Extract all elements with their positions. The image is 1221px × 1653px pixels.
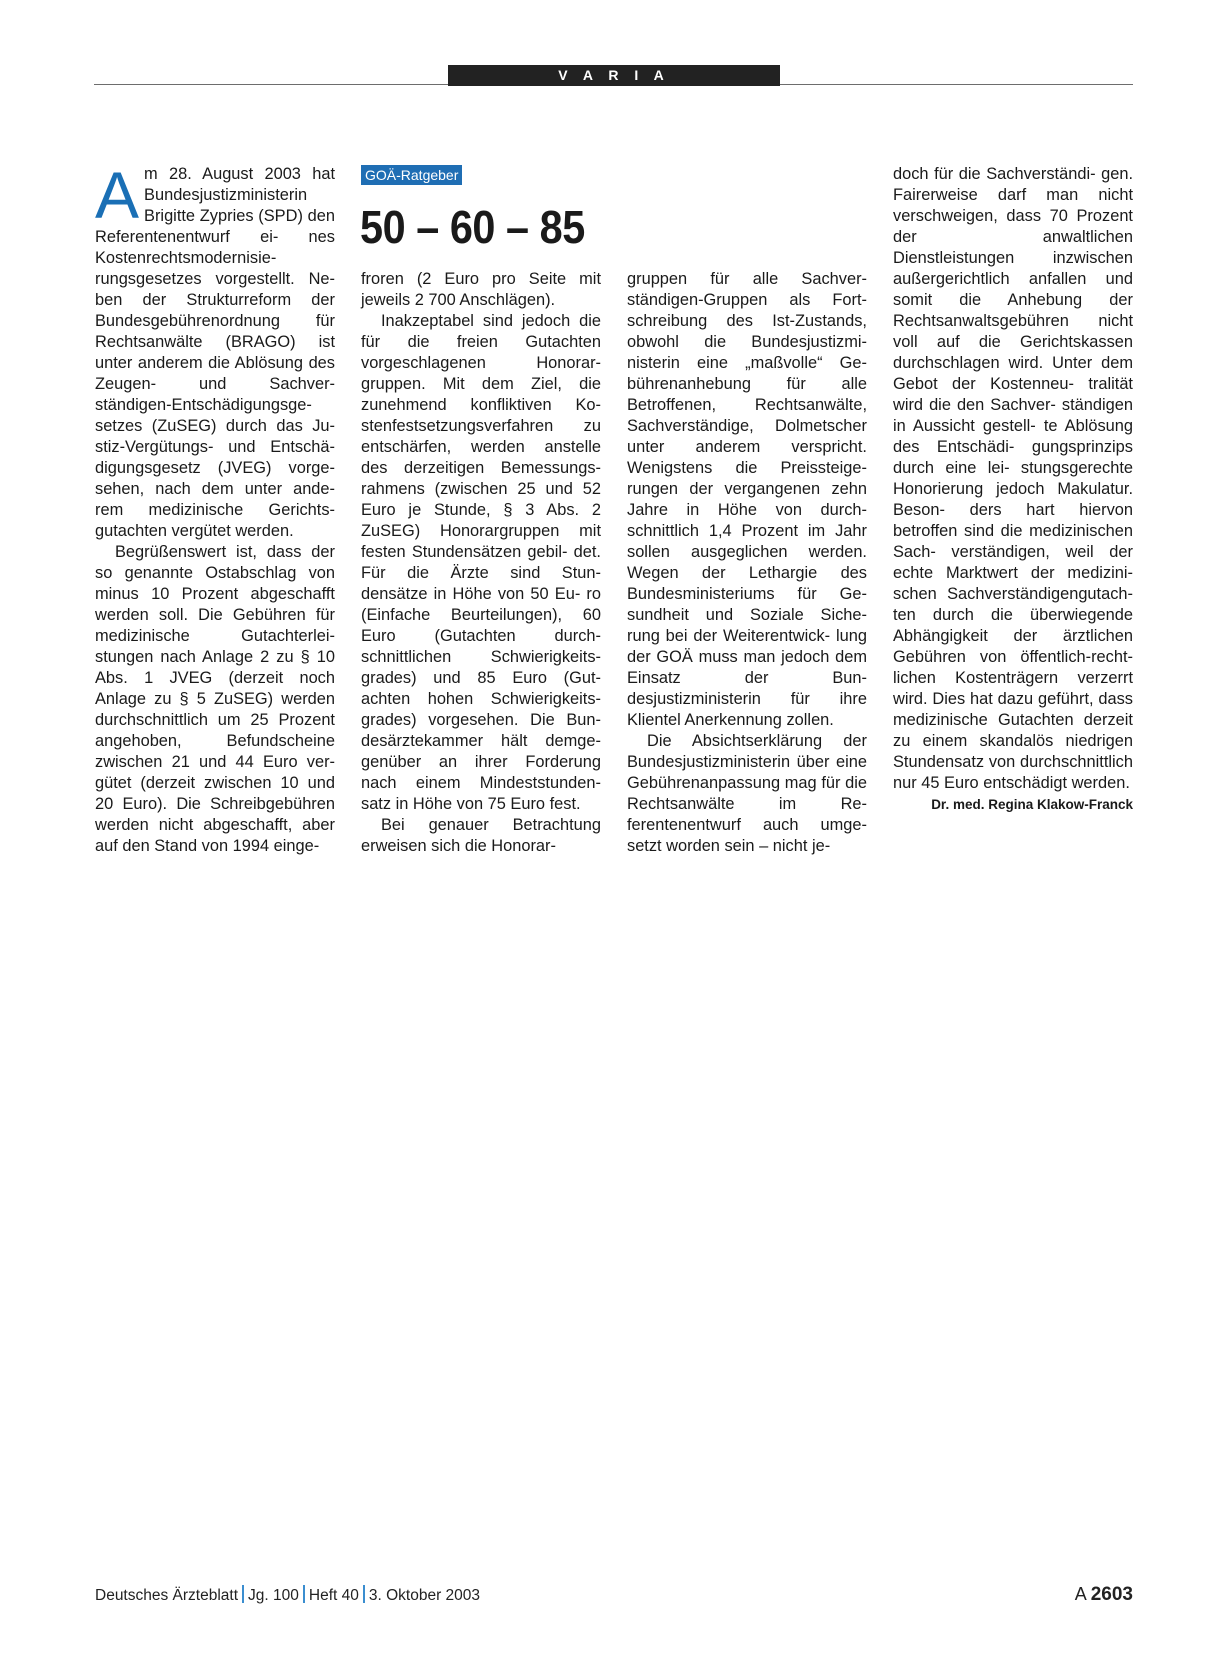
section-label: V A R I A (448, 65, 780, 86)
paragraph: Begrüßenswert ist, dass der so genannte Ostabschlag von minus 10 Prozent abgeschafft werden soll. Die Gebühren für medizinische Gutachterlei- stungen nach Anlage 2 zu § 10 Abs. 1 JVEG (derzeit noch Anlage zu § 5 ZuSEG) werden durchschnittlich um 25 Prozent angehoben, Befundscheine zwischen 21 und 44 Euro ver- gütet (derzeit zwischen 10 und 20 Euro). Die Schreibgebühren werden nicht abgeschafft, aber auf den Stand von 1994 einge- (95, 543, 335, 855)
volume: Jg. 100 (248, 1587, 299, 1604)
paragraph: Inakzeptabel sind jedoch die für die freien Gutachten vorgeschlagenen Honorar- gruppen. Mit dem Ziel, die zunehmend konfliktiven Ko- stenfestsetzungsverfahren zu entschärfen, werden anstelle des derzeitigen Bemessungs- rahmens (zwischen 25 und 52 Euro je Stunde, § 3 Abs. 2 ZuSEG) Honorargruppen mit festen Stundensätzen gebil- det. Für die Ärzte sind Stun- densätze in Höhe von 50 Eu- ro (Einfache Beurteilungen), 60 Euro (Gutachten durch- schnittlichen Schwierigkeits- grades) und 85 Euro (Gut- achten hohen Schwierigkeits- grades) vorgesehen. Die Bun- desärztekammer hält demge- genüber an ihrer Forderung nach einem Mindeststunden- satz in Höhe von 75 Euro fest. (361, 312, 601, 813)
author-byline: Dr. med. Regina Klakow-Franck (931, 797, 1133, 812)
paragraph: Die Absichtserklärung der Bundesjustizministerin über eine Gebührenanpassung mag für die Rechtsanwälte im Re- ferentenentwurf auch umge- setzt worden sein – nicht je- (627, 732, 867, 855)
paragraph: froren (2 Euro pro Seite mit jeweils 2 700 Anschlägen). (361, 270, 601, 309)
article-column-3 (627, 269, 867, 857)
issue-date: 3. Oktober 2003 (368, 1587, 481, 1604)
paragraph: doch für die Sachverständi- gen. Fairerweise darf man nicht verschweigen, dass 70 Prozent der anwaltlichen Dienstleistungen inzwischen außergerichtlich anfallen und somit die Anhebung der Rechtsanwaltsgebühren nicht voll auf die Gerichtskassen durchschlagen wird. Unter dem Gebot der Kostenneu- tralität wird die den Sachver- ständigen in Aussicht gestell- te Ablösung des Entschädi- gungsprinzips durch eine lei- stungsgerechte Honorierung jedoch Makulatur. Beson- ders hart hiervon betroffen sind die medizinischen Sach- verständigen, weil der echte Marktwert der medizini- schen Sachverständigengutach- ten durch die überwiegende Abhängigkeit der ärztlichen Gebühren von öffentlich-recht- lichen Kostenträgern verzerrt wird. Dies hat dazu geführt, dass medizinische Gutachten derzeit zu einem skandalös niedrigen Stundensatz von durchschnittlich nur 45 Euro entschädigt werden. (893, 165, 1133, 792)
drop-cap: A (95, 158, 140, 232)
journal-name: Deutsches Ärzteblatt (95, 1587, 239, 1604)
paragraph: gruppen für alle Sachver- ständigen-Gruppen als Fort- schreibung des Ist-Zustands, obwohl die Bundesjustizmi- nisterin eine „maßvolle“ Ge- bührenanhebung für alle Betroffenen, Rechtsanwälte, Sachverständige, Dolmetscher unter anderem verspricht. Wenigstens die Preissteige- rungen der vergangenen zehn Jahre in Höhe von durch- schnittlich 1,4 Prozent im Jahr sollen ausgeglichen werden. Wegen der Lethargie des Bundesministeriums für Ge- sundheit und Soziale Siche- rung bei der Weiterentwick- lung der GOÄ muss man jedoch dem Einsatz der Bun- desjustizministerin für ihre Klientel Anerkennung zollen. (627, 270, 867, 729)
article-headline: 50 – 60 – 85 (360, 201, 585, 253)
article-column-4 (893, 164, 1133, 815)
separator (363, 1585, 365, 1603)
page-number: A 2603 (1074, 1584, 1133, 1605)
paragraph: Am 28. August 2003 hat Bundesjustizministerin Brigitte Zypries (SPD) den Referentenentwurf ei- nes Kostenrechtsmodernisie- rungsgesetzes vorgestellt. Ne- ben der Strukturreform der Bundesgebührenordnung für Rechtsanwälte (BRAGO) ist unter anderem die Ablösung des Zeugen- und Sachver- ständigen-Entschädigungsge- setzes (ZuSEG) durch das Ju- stiz-Vergütungs- und Entschä- digungsgesetz (JVEG) vorge- sehen, nach dem unter ande- rem medizinische Gerichts- gutachten vergütet werden. (95, 158, 335, 540)
separator (303, 1585, 305, 1603)
separator (242, 1585, 244, 1603)
rubric-badge: GOÄ-Ratgeber (361, 165, 462, 185)
article-column-1 (95, 158, 335, 857)
footer-citation (95, 1585, 480, 1606)
article-column-2 (361, 269, 601, 857)
issue: Heft 40 (308, 1587, 359, 1604)
paragraph: Bei genauer Betrachtung erweisen sich die Honorar- (361, 816, 601, 855)
